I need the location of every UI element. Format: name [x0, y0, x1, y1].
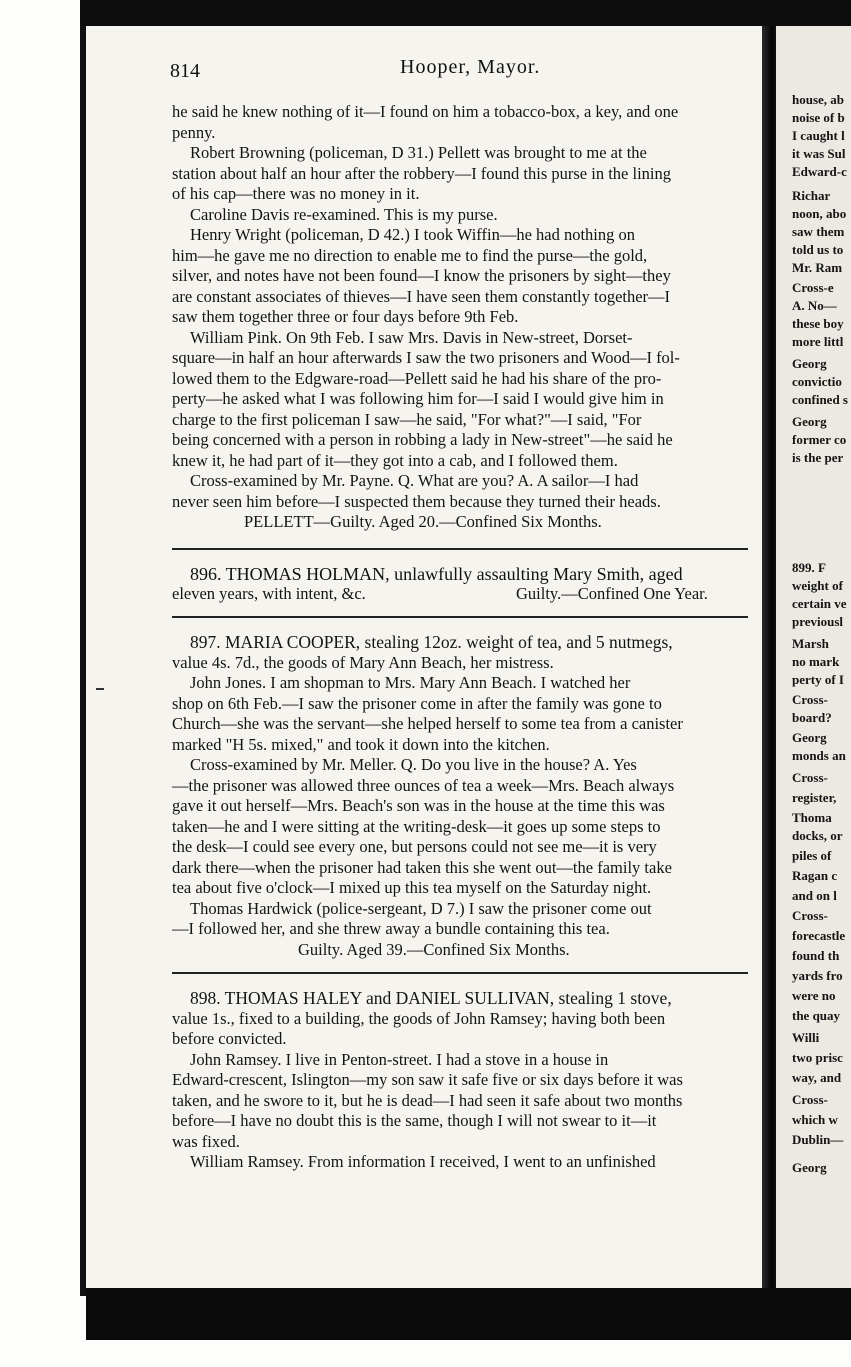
right-page-line: I caught l [792, 128, 845, 143]
right-page-line: it was Sul [792, 146, 846, 161]
right-page-line: noon, abo [792, 206, 847, 221]
right-page-line: perty of I [792, 672, 844, 687]
right-page-line: certain ve [792, 596, 847, 611]
right-page-line: Ragan c [792, 868, 838, 883]
right-page-line: way, and [792, 1070, 842, 1085]
text-line: of his cap—there was no money in it. [172, 184, 420, 203]
right-page-line: noise of b [792, 110, 845, 125]
right-page-line: Mr. Ram [792, 260, 843, 275]
text-line: —I followed her, and she threw away a bundle containing this tea. [172, 919, 610, 938]
right-page-line: Georg [792, 1160, 827, 1175]
section-divider [172, 616, 748, 618]
right-page-line: A. No— [792, 298, 837, 313]
text-line: being concerned with a person in robbing a lady in New-street"—he said he [172, 430, 673, 449]
verdict-pellett: PELLETT—Guilty. Aged 20.—Confined Six Months. [244, 512, 602, 531]
right-page-line: docks, or [792, 828, 843, 843]
right-page-line: Cross-e [792, 280, 834, 295]
text-line: tea about five o'clock—I mixed up this tea myself on the Saturday night. [172, 878, 652, 897]
right-page-line: which w [792, 1112, 838, 1127]
right-page-line: Dublin— [792, 1132, 844, 1147]
right-page-line: Thoma [792, 810, 832, 825]
text-line: Thomas Hardwick (police-sergeant, D 7.) I saw the prisoner come out [190, 898, 652, 918]
text-line: William Pink. On 9th Feb. I saw Mrs. Davis in New-street, Dorset- [190, 327, 633, 347]
text-line: marked "H 5s. mixed," and took it down into the kitchen. [172, 734, 550, 754]
right-page-line: Georg [792, 414, 827, 429]
section-divider [172, 548, 748, 550]
text-line: gave it out herself—Mrs. Beach's son was in the house at the time this was [172, 796, 665, 815]
section-divider [172, 972, 748, 974]
text-line: before—I have no doubt this is the same, though I will not swear to it—it [172, 1111, 657, 1130]
text-line: William Ramsey. From information I received, I went to an unfinished [190, 1152, 656, 1171]
text-line: him—he gave me no direction to enable me to find the purse—the gold, [172, 245, 648, 265]
right-page-line: the quay [792, 1008, 841, 1023]
text-line: John Ramsey. I live in Penton-street. I had a stove in a house in [190, 1049, 609, 1069]
running-title: Hooper, Mayor. [400, 56, 541, 78]
right-page-line: previousl [792, 614, 844, 629]
right-page-line: Willi [792, 1030, 820, 1045]
right-page-line: no mark [792, 654, 840, 669]
text-line: station about half an hour after the robbery—I found this purse in the lining [172, 163, 672, 183]
text-line: he said he knew nothing of it—I found on him a tobacco-box, a key, and one [172, 102, 679, 121]
right-page-line: told us to [792, 242, 844, 257]
text-line: taken—he and I were sitting at the writing-desk—it goes up some steps to [172, 816, 661, 836]
scan-frame-bottom [86, 1288, 851, 1340]
text-line: 897. MARIA COOPER, stealing 12oz. weight of tea, and 5 nutmegs, [190, 632, 673, 652]
text-line: John Jones. I am shopman to Mrs. Mary Ann Beach. I watched her [190, 673, 631, 692]
text-line: Cross-examined by Mr. Payne. Q. What are you? A. A sailor—I had [190, 471, 639, 490]
text-line: —the prisoner was allowed three ounces of tea a week—Mrs. Beach always [172, 775, 675, 795]
text-line: Henry Wright (policeman, D 42.) I took Wiffin—he had nothing on [190, 225, 636, 244]
right-page-line: these boy [792, 316, 844, 331]
right-page-line: former co [792, 432, 847, 447]
text-line: was fixed. [172, 1131, 240, 1151]
right-page-line: were no [792, 988, 836, 1003]
case-896-heading: 896. THOMAS HOLMAN, unlawfully assaulting Mary Smith, aged [190, 564, 683, 584]
right-page-line: weight of [792, 578, 843, 593]
right-page-line: Cross- [792, 908, 828, 923]
text-line: dark there—when the prisoner had taken this she went out—the family take [172, 857, 672, 877]
margin-mark [96, 688, 104, 690]
right-page-line: Cross- [792, 770, 828, 785]
text-line: silver, and notes have not been found—I know the prisoners by sight—they [172, 266, 671, 285]
text-line: the desk—I could see every one, but persons could not see me—it is very [172, 837, 657, 856]
text-line: perty—he asked what I was following him for—I said I would give him in [172, 389, 664, 408]
right-page-line: two prisc [792, 1050, 843, 1065]
right-page-line: more littl [792, 334, 844, 349]
text-line: 898. THOMAS HALEY and DANIEL SULLIVAN, stealing 1 stove, [190, 988, 672, 1008]
case-896-line: eleven years, with intent, &c. [172, 584, 366, 603]
case-896-verdict: Guilty.—Confined One Year. [516, 584, 708, 603]
right-page-line: Cross- [792, 1092, 828, 1107]
right-page-line: saw them [792, 224, 845, 239]
right-page-line: Edward-c [792, 164, 847, 179]
right-page-line: board? [792, 710, 832, 725]
text-line: saw them together three or four days before 9th Feb. [172, 307, 519, 326]
right-page-line: Georg [792, 730, 827, 745]
right-page-line: yards fro [792, 968, 843, 983]
book-gutter [762, 26, 776, 1288]
right-page-line: Cross- [792, 692, 828, 707]
right-page-line: monds an [792, 748, 846, 763]
text-line: Robert Browning (policeman, D 31.) Pellett was brought to me at the [190, 143, 647, 162]
text-line: Cross-examined by Mr. Meller. Q. Do you live in the house? A. Yes [190, 755, 637, 774]
right-page-line: forecastle [792, 928, 846, 943]
verdict-897: Guilty. Aged 39.—Confined Six Months. [298, 940, 570, 959]
text-line: Church—she was the servant—she helped herself to some tea from a canister [172, 714, 683, 733]
text-line: Edward-crescent, Islington—my son saw it safe five or six days before it was [172, 1070, 683, 1089]
text-line: shop on 6th Feb.—I saw the prisoner come in after the family was gone to [172, 693, 662, 713]
text-line: square—in half an hour afterwards I saw the two prisoners and Wood—I fol- [172, 348, 680, 367]
right-page-line: convictio [792, 374, 842, 389]
right-page-line: is the per [792, 450, 844, 465]
text-line: taken, and he swore to it, but he is dead—I had seen it safe about two months [172, 1090, 683, 1110]
text-line: penny. [172, 122, 216, 142]
right-page-line: and on l [792, 888, 837, 903]
scan-frame-top [80, 0, 851, 26]
text-line: charge to the first policeman I saw—he said, "For what?"—I said, "For [172, 409, 642, 429]
text-line: are constant associates of thieves—I have seen them constantly together—I [172, 286, 671, 306]
text-line: Caroline Davis re-examined. This is my purse. [190, 204, 498, 224]
text-line: before convicted. [172, 1029, 287, 1048]
text-line: value 1s., fixed to a building, the goods of John Ramsey; having both been [172, 1008, 666, 1028]
right-page-line: house, ab [792, 92, 845, 107]
page-number: 814 [170, 60, 200, 82]
right-page-line: Marsh [792, 636, 829, 651]
right-page-line: 899. F [792, 560, 826, 575]
right-page-line: Georg [792, 356, 827, 371]
text-line: lowed them to the Edgware-road—Pellett said he had his share of the pro- [172, 368, 662, 388]
text-line: never seen him before—I suspected them because they turned their heads. [172, 491, 661, 511]
right-page [776, 26, 851, 1288]
right-page-line: Richar [792, 188, 831, 203]
right-page-line: found th [792, 948, 840, 963]
text-line: knew it, he had part of it—they got into a cab, and I followed them. [172, 450, 618, 470]
text-line: value 4s. 7d., the goods of Mary Ann Beach, her mistress. [172, 652, 554, 672]
right-page-line: piles of [792, 848, 832, 863]
right-page-line: register, [792, 790, 837, 805]
right-page-line: confined s [792, 392, 848, 407]
